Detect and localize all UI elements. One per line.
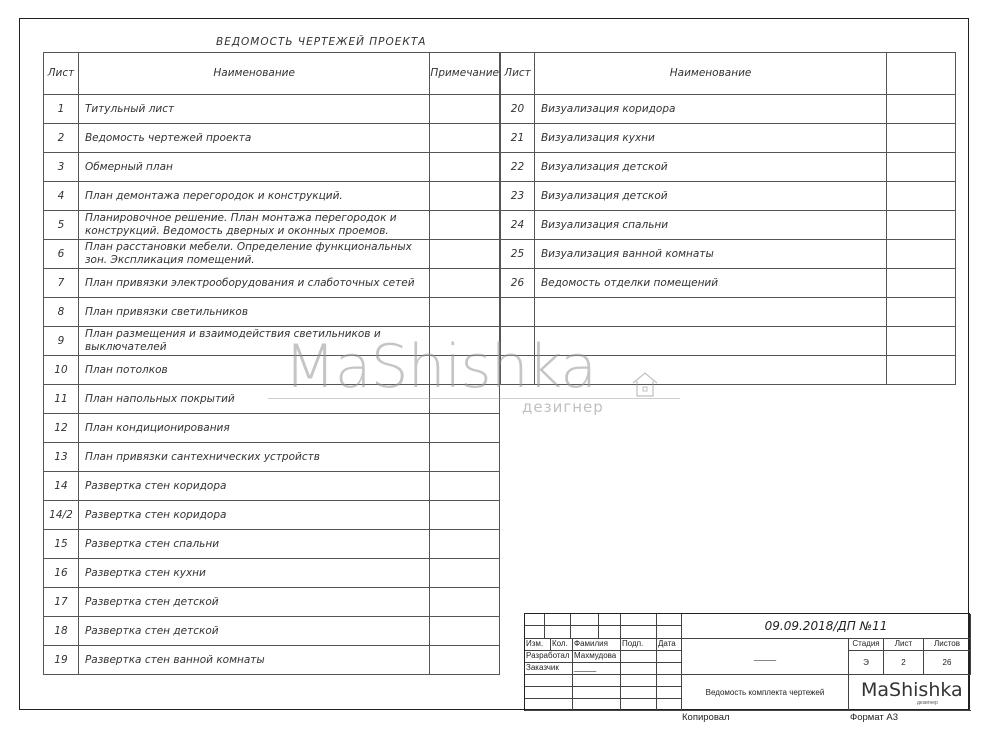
table-row	[44, 414, 500, 443]
col-familiya: Фамилия	[573, 639, 621, 651]
sheet-number: 9	[44, 327, 79, 356]
sheet-number: 11	[44, 385, 79, 414]
sheet-name: Развертка стен кухни	[78, 559, 429, 588]
logo-brand: MaShishka	[861, 679, 963, 701]
sheet-number: 4	[44, 182, 79, 211]
sheet-number: 12	[44, 414, 79, 443]
sheet-number: 8	[44, 298, 79, 327]
sheet-note	[430, 211, 500, 240]
table-row	[44, 356, 500, 385]
table-row	[501, 95, 956, 124]
table-row	[501, 240, 956, 269]
sheet-name: План привязки сантехнических устройств	[78, 443, 429, 472]
sheet-note	[887, 269, 956, 298]
sheet-number: 26	[501, 269, 535, 298]
center-value: _____	[682, 639, 849, 675]
sheet-note	[430, 472, 500, 501]
table-row	[44, 298, 500, 327]
sheet-name: Ведомость чертежей проекта	[78, 124, 429, 153]
header-sheet: Лист	[44, 53, 79, 95]
listov-label: Листов	[924, 639, 971, 651]
sheet-number: 14	[44, 472, 79, 501]
table-row	[44, 472, 500, 501]
table-row	[44, 153, 500, 182]
sheet-note	[887, 240, 956, 269]
sheet-name: Развертка стен ванной комнаты	[78, 646, 429, 675]
watermark-brand: MaShishka	[284, 332, 597, 402]
table-row	[501, 124, 956, 153]
sheet-note	[887, 211, 956, 240]
sheet-name: Развертка стен детской	[78, 588, 429, 617]
table-header	[501, 53, 956, 95]
sheet-number: 10	[44, 356, 79, 385]
header-note: Примечание	[430, 53, 500, 95]
table-row	[44, 182, 500, 211]
sheet-number: 24	[501, 211, 535, 240]
project-code: 09.09.2018/ДП №11	[682, 614, 971, 639]
sheet-number: 13	[44, 443, 79, 472]
copied-label: Копировал	[682, 712, 730, 723]
sheet-number: 7	[44, 269, 79, 298]
sheet-name: Визуализация детской	[534, 153, 886, 182]
sheet-note	[430, 617, 500, 646]
sheet-number: 20	[501, 95, 535, 124]
table-row	[501, 327, 956, 356]
sheet-name: Развертка стен коридора	[78, 501, 429, 530]
sheet-number: 1	[44, 95, 79, 124]
stadiya-label: Стадия	[849, 639, 884, 651]
sheet-note	[430, 356, 500, 385]
sheet-name: Визуализация спальни	[534, 211, 886, 240]
zakazchik-label: Заказчик	[525, 663, 573, 675]
header-note	[887, 53, 956, 95]
stadiya-value: Э	[849, 651, 884, 675]
watermark-underline	[268, 398, 680, 399]
sheet-note	[430, 385, 500, 414]
table-row	[44, 269, 500, 298]
sheet-note	[887, 327, 956, 356]
sheet-note	[430, 646, 500, 675]
table-row	[44, 617, 500, 646]
sheet-note	[430, 530, 500, 559]
house-icon	[630, 370, 660, 398]
sheet-name: Развертка стен спальни	[78, 530, 429, 559]
table-header	[44, 53, 500, 95]
sheet-title: ВЕДОМОСТЬ ЧЕРТЕЖЕЙ ПРОЕКТА	[216, 36, 427, 48]
sheet-number: 25	[501, 240, 535, 269]
col-podp: Подп.	[621, 639, 657, 651]
sheet-number: 18	[44, 617, 79, 646]
sheet-note	[887, 95, 956, 124]
sheet-name: План привязки светильников	[78, 298, 429, 327]
sheet-note	[430, 124, 500, 153]
title-block-logo	[849, 675, 971, 711]
sheet-note	[430, 414, 500, 443]
sheet-note	[430, 443, 500, 472]
sheet-name: Планировочное решение. План монтажа перегородок и конструкций. Ведомость дверных и оконных проемов.	[78, 211, 429, 240]
table-row	[44, 385, 500, 414]
sheet-number: 14/2	[44, 501, 79, 530]
sheet-note	[430, 501, 500, 530]
sheet-name: Ведомость отделки помещений	[534, 269, 886, 298]
sheet-name: План кондиционирования	[78, 414, 429, 443]
listov-value: 26	[924, 651, 971, 675]
list-value: 2	[884, 651, 924, 675]
sheet-number: 2	[44, 124, 79, 153]
sheet-name	[534, 327, 886, 356]
table-row	[501, 211, 956, 240]
table-row	[44, 124, 500, 153]
sheet-name: Развертка стен коридора	[78, 472, 429, 501]
sheet-note	[430, 182, 500, 211]
doc-name: Ведомость комплекта чертежей	[682, 675, 849, 711]
col-data: Дата	[657, 639, 682, 651]
table-row	[501, 298, 956, 327]
header-sheet: Лист	[501, 53, 535, 95]
sheet-number: 5	[44, 211, 79, 240]
sheet-note	[887, 356, 956, 385]
zakazchik-value: _____	[573, 663, 621, 675]
table-row	[44, 559, 500, 588]
sheet-number	[501, 356, 535, 385]
col-izm: Изм.	[525, 639, 551, 651]
table-row	[44, 211, 500, 240]
drawings-list-left	[43, 52, 500, 675]
sheet-number: 16	[44, 559, 79, 588]
table-row	[44, 530, 500, 559]
sheet-name: Визуализация ванной комнаты	[534, 240, 886, 269]
sheet-note	[887, 298, 956, 327]
sheet-note	[430, 240, 500, 269]
table-row	[44, 501, 500, 530]
sheet-name: План привязки электрооборудования и слаботочных сетей	[78, 269, 429, 298]
sheet-number: 6	[44, 240, 79, 269]
sheet-name: Обмерный план	[78, 153, 429, 182]
list-label: Лист	[884, 639, 924, 651]
sheet-number: 17	[44, 588, 79, 617]
table-row	[501, 182, 956, 211]
header-name: Наименование	[78, 53, 429, 95]
sheet-name: Визуализация кухни	[534, 124, 886, 153]
sheet-note	[430, 327, 500, 356]
sheet-note	[887, 182, 956, 211]
table-row	[501, 153, 956, 182]
sheet-name: Визуализация коридора	[534, 95, 886, 124]
table-row	[44, 588, 500, 617]
sheet-name	[534, 298, 886, 327]
table-row	[44, 443, 500, 472]
sheet-number: 19	[44, 646, 79, 675]
razrabotal-label: Разработал	[525, 651, 573, 663]
header-name: Наименование	[534, 53, 886, 95]
table-row	[44, 240, 500, 269]
sheet-note	[887, 124, 956, 153]
table-row	[44, 95, 500, 124]
sheet-name: План размещения и взаимодействия светильников и выключателей	[78, 327, 429, 356]
sheet-number: 21	[501, 124, 535, 153]
sheet-number: 3	[44, 153, 79, 182]
watermark-sub: дезигнер	[522, 398, 604, 416]
table-row	[44, 327, 500, 356]
sheet-number	[501, 298, 535, 327]
sheet-note	[430, 95, 500, 124]
sheet-number: 15	[44, 530, 79, 559]
title-block	[524, 613, 970, 711]
sheet-name	[534, 356, 886, 385]
sheet-note	[430, 559, 500, 588]
sheet-note	[430, 153, 500, 182]
sheet-note	[430, 269, 500, 298]
format-label: Формат А3	[850, 712, 899, 723]
table-row	[501, 356, 956, 385]
sheet-number: 22	[501, 153, 535, 182]
sheet-name: План расстановки мебели. Определение функциональных зон. Экспликация помещений.	[78, 240, 429, 269]
logo-sub: дезигнер	[917, 700, 938, 706]
sheet-note	[430, 298, 500, 327]
sheet-note	[887, 153, 956, 182]
sheet-name: Титульный лист	[78, 95, 429, 124]
sheet-name: План демонтажа перегородок и конструкций.	[78, 182, 429, 211]
sheet-number: 23	[501, 182, 535, 211]
sheet-name: План напольных покрытий	[78, 385, 429, 414]
drawings-list-right	[500, 52, 956, 385]
sheet-name: Развертка стен детской	[78, 617, 429, 646]
sheet-number	[501, 327, 535, 356]
col-kol: Кол.	[551, 639, 573, 651]
razrabotal-value: Махмудова	[573, 651, 621, 663]
sheet-name: План потолков	[78, 356, 429, 385]
table-row	[501, 269, 956, 298]
sheet-name: Визуализация детской	[534, 182, 886, 211]
table-row	[44, 646, 500, 675]
sheet-note	[430, 588, 500, 617]
